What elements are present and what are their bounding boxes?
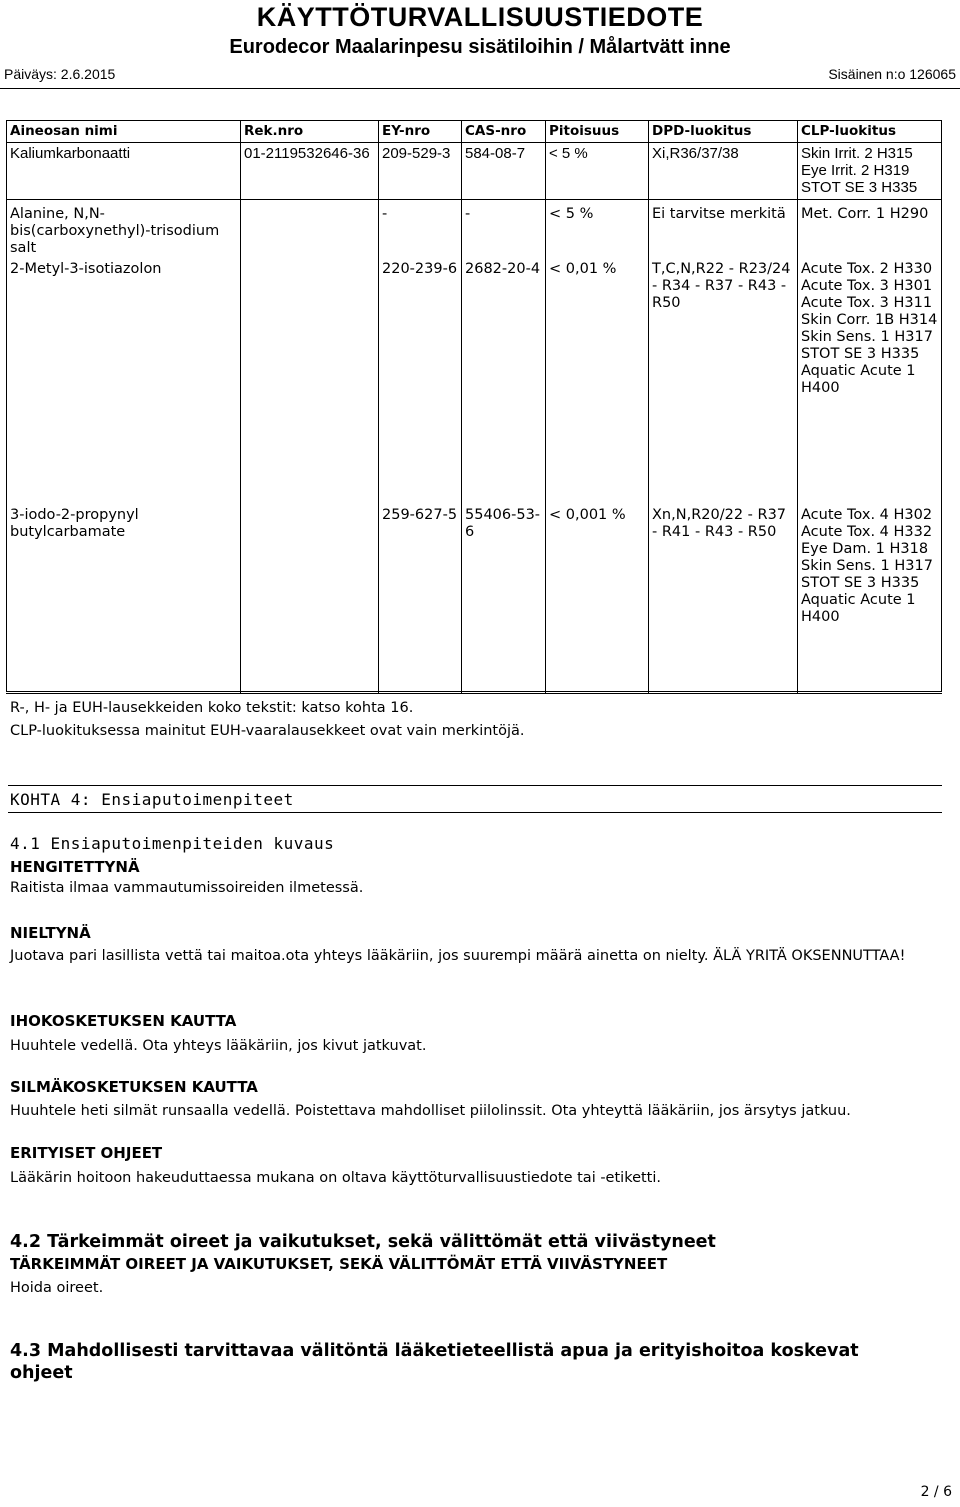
- block-heading: IHOKOSKETUKSEN KAUTTA: [10, 1012, 237, 1030]
- date: Päiväys: 2.6.2015: [4, 66, 116, 82]
- cell-ey: 220-239-6: [382, 261, 458, 277]
- cell-rek: [240, 200, 378, 260]
- cell-pitoisuus: < 5 %: [545, 143, 648, 200]
- cell-name: Kaliumkarbonaatti: [6, 143, 240, 200]
- cell-clp: Met. Corr. 1 H290: [801, 206, 929, 222]
- table-row: [6, 200, 942, 260]
- column-header: EY-nro: [378, 121, 461, 143]
- subsection-4-1-title: 4.1 Ensiaputoimenpiteiden kuvaus: [10, 834, 335, 853]
- note-clp: CLP-luokituksessa mainitut EUH-vaaralausekkeet ovat vain merkintöjä.: [10, 723, 525, 739]
- cell-ey: -: [382, 206, 388, 222]
- header-rule: [0, 88, 960, 89]
- cell-clp: Skin Irrit. 2 H315 Eye Irrit. 2 H319 STOT SE 3 H335: [797, 143, 942, 200]
- cell-clp: Acute Tox. 2 H330 Acute Tox. 3 H301 Acute Tox. 3 H311 Skin Corr. 1B H314 Skin Sens. 1 H317 STOT SE 3 H335 Aquatic Acute 1 H400: [801, 261, 938, 396]
- composition-table: [6, 121, 942, 628]
- cell-ey: 209-529-3: [378, 143, 461, 200]
- cell-name: 3-iodo-2-propynyl butylcarbamate: [10, 507, 139, 540]
- internal-number: Sisäinen n:o 126065: [828, 66, 956, 82]
- cell-cas: 2682-20-4: [465, 261, 541, 277]
- table-header-row: [6, 121, 942, 143]
- block-heading: SILMÄKOSKETUKSEN KAUTTA: [10, 1078, 258, 1096]
- block-text: Huuhtele heti silmät runsaalla vedellä. Poistettava mahdolliset piilolinssit. Ota yhteyttä lääkäriin, jos ärsytys jatkuu.: [10, 1103, 851, 1119]
- document-title: KÄYTTÖTURVALLISUUSTIEDOTE: [256, 2, 704, 32]
- table-row: [6, 505, 942, 628]
- cell-pitoisuus: < 0,01 %: [549, 261, 617, 277]
- column-header: Pitoisuus: [545, 121, 648, 143]
- column-header: CAS-nro: [461, 121, 545, 143]
- cell-dpd: Ei tarvitse merkitä: [652, 206, 786, 222]
- block-text: Lääkärin hoitoon hakeuduttaessa mukana on oltava käyttöturvallisuustiedote tai -etiketti.: [10, 1170, 662, 1186]
- cell-dpd: T,C,N,R22 - R23/24 - R34 - R37 - R43 - R50: [652, 261, 791, 311]
- block-heading: HENGITETTYNÄ: [10, 858, 140, 876]
- block-text: Juotava pari lasillista vettä tai maitoa.ota yhteys lääkäriin, jos suurempi määrä ainetta on nielty. ÄLÄ YRITÄ OKSENNUTTAA!: [10, 948, 906, 964]
- block-heading: ERITYISET OHJEET: [10, 1144, 163, 1162]
- section-rule-bottom: [8, 812, 942, 813]
- note-phrases: R-, H- ja EUH-lausekkeiden koko tekstit: katso kohta 16.: [10, 700, 414, 716]
- section-title: KOHTA 4: Ensiaputoimenpiteet: [10, 790, 294, 809]
- cell-cas: 55406-53-6: [465, 507, 541, 540]
- cell-clp: Acute Tox. 4 H302 Acute Tox. 4 H332 Eye Dam. 1 H318 Skin Sens. 1 H317 STOT SE 3 H335 Aquatic Acute 1 H400: [801, 507, 933, 625]
- column-header: Rek.nro: [240, 121, 378, 143]
- section-rule-top: [8, 785, 942, 786]
- block-text: Hoida oireet.: [10, 1280, 104, 1296]
- cell-pitoisuus: < 5 %: [549, 206, 594, 222]
- table-row: [6, 259, 942, 505]
- column-header: DPD-luokitus: [648, 121, 797, 143]
- table-bottom-double: [6, 693, 942, 694]
- cell-name: Alanine, N,N-bis(carboxynethyl)-trisodium salt: [10, 206, 220, 256]
- subsection-4-2-title: 4.2 Tärkeimmät oireet ja vaikutukset, sekä välittömät että viivästyneet: [10, 1232, 716, 1252]
- block-heading: TÄRKEIMMÄT OIREET JA VAIKUTUKSET, SEKÄ VÄLITTÖMÄT ETTÄ VIIVÄSTYNEET: [10, 1255, 668, 1273]
- cell-pitoisuus: < 0,001 %: [549, 507, 626, 523]
- cell-ey: 259-627-5: [382, 507, 458, 523]
- cell-dpd: Xn,N,R20/22 - R37 - R41 - R43 - R50: [652, 507, 787, 540]
- subsection-4-3-title: 4.3 Mahdollisesti tarvittavaa välitöntä lääketieteellistä apua ja erityishoitoa koskevat ohjeet: [10, 1341, 859, 1383]
- cell-name: 2-Metyl-3-isotiazolon: [10, 261, 162, 277]
- block-text: Raitista ilmaa vammautumissoireiden ilmetessä.: [10, 880, 364, 896]
- cell-rek: [240, 259, 378, 505]
- block-heading: NIELTYNÄ: [10, 924, 91, 942]
- cell-rek: 01-2119532646-36: [240, 143, 378, 200]
- cell-cas: -: [465, 206, 471, 222]
- block-text: Huuhtele vedellä. Ota yhteys lääkäriin, jos kivut jatkuvat.: [10, 1038, 427, 1054]
- cell-cas: 584-08-7: [461, 143, 545, 200]
- cell-rek: [240, 505, 378, 628]
- column-header: CLP-luokitus: [797, 121, 942, 143]
- page-number: 2 / 6: [920, 1484, 952, 1500]
- cell-dpd: Xi,R36/37/38: [648, 143, 797, 200]
- product-name: Eurodecor Maalarinpesu sisätiloihin / Målartvätt inne: [229, 36, 731, 58]
- column-header: Aineosan nimi: [6, 121, 240, 143]
- table-row: [6, 143, 942, 200]
